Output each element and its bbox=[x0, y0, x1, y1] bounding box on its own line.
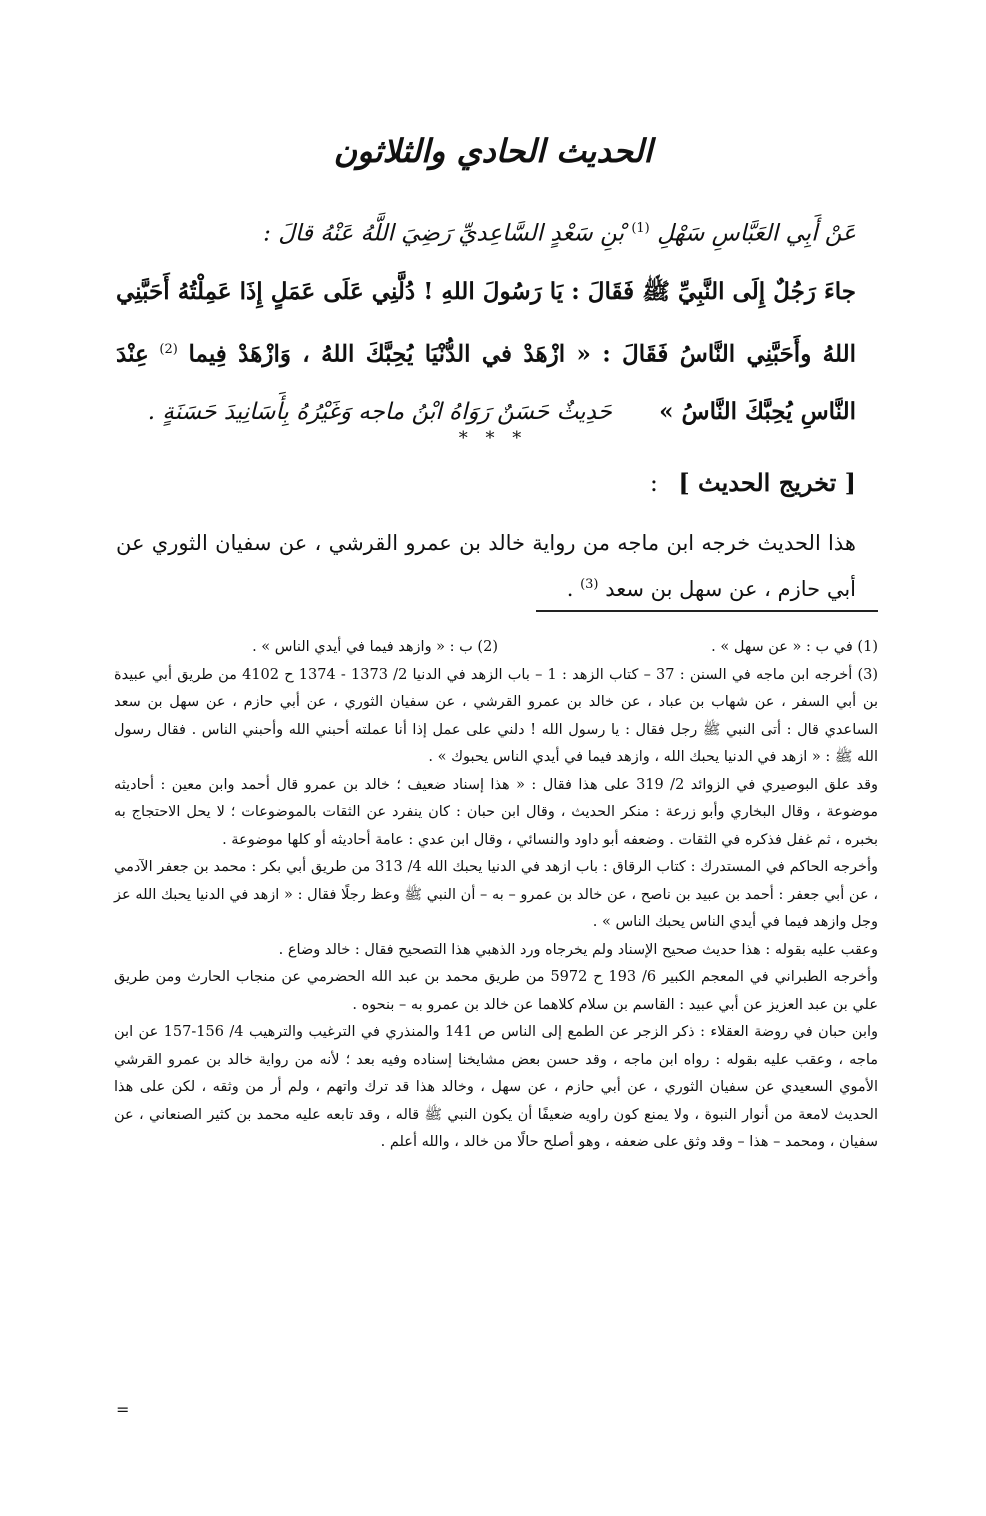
body-paragraph bbox=[116, 522, 856, 610]
footnotes bbox=[114, 634, 878, 1157]
footnote-3-paragraph: وابن حبان في روضة العقلاء : ذكر الزجر عن الطمع إلى الناس ص 141 والمنذري في الترغيب والترهيب 4/ 156-157 عن ابن ماجه ، وعقب عليه بقوله : رواه ابن ماجه ، وقد حسن بعض مشايخنا إسناده وفيه بعد ؛ لأنه من رواية خالد بن عمرو القرشي الأموي السعيدي عن سفيان الثوري ، عن أبي حازم ، عن سهل ، وخالد هذا قد ترك واتهم ، ولم أر من وثقه ، لكن على هذا الحديث لامعة من أنوار النبوة ، ولا يمنع كون راويه ضعيفًا أن يكون النبي ﷺ قاله ، وقد تابعه عليه محمد بن كثير الصنعاني ، عن سفيان ، ومحمد – هذا – وقد وثق على ضعفه ، وهو أصلح حالًا من خالد ، والله أعلم . bbox=[114, 1024, 879, 1150]
hadith-matn: جاءَ رَجُلٌ إِلَى النَّبِيِّ ﷺ فَقَالَ : يَا رَسُولَ اللهِ ! دُلَّنِي عَلَى عَمَلٍ إِذَا عَمِلْتُهُ أَحَبَّنِي اللهُ وأَحَبَّنِي النَّاسُ فَقَالَ : « ازْهَدْ في الدُّنْيَا يُحِبَّكَ اللهُ ، وَازْهَدْ فِيما bbox=[116, 277, 857, 368]
hadith-isnad: عَنْ أَبِي العَبَّاسِ سَهْلِ bbox=[657, 220, 856, 247]
hadith-matn-paragraph bbox=[116, 263, 856, 442]
section-divider: * * * bbox=[458, 428, 528, 449]
body-text bbox=[116, 522, 856, 610]
footnote-1: (1) في ب : « عن سهل » . bbox=[711, 639, 878, 655]
footnote-3-paragraph: وأخرجه الحاكم في المستدرك : كتاب الرقاق : باب ازهد في الدنيا يحبك الله 4/ 313 من طريق أبي بكر : محمد بن جعفر الآدمي ، عن أبي جعفر : أحمد بن عبيد بن ناصح ، عن خالد بن عمرو – به – أن النبي ﷺ وعظ رجلًا فقال : « ازهد في الدنيا يحبك الله عز وجل وازهد فيما في أيدي الناس يحبك الناس » . bbox=[114, 859, 879, 930]
hadith-paragraph bbox=[116, 200, 856, 263]
hadith-text bbox=[116, 200, 856, 441]
footnote-separator bbox=[536, 610, 878, 612]
hadith-grade: حَدِيثٌ حَسَنٌ رَوَاهُ ابْنُ ماجه وَغَيْرُهُ بِأَسَانِيدَ حَسَنَةٍ . bbox=[147, 399, 612, 426]
footnote-ref-1: (1) bbox=[631, 221, 650, 236]
footnote-3-paragraph: وعقب عليه بقوله : هذا حديث صحيح الإسناد ولم يخرجاه ورد الذهبي هذا التصحيح فقال : خالد وضاع . bbox=[278, 941, 878, 958]
page-title: الحديث الحادي والثلاثون bbox=[333, 132, 653, 170]
footnote-3-paragraph: وأخرجه الطبراني في المعجم الكبير 6/ 193 ح 5972 من طريق محمد بن عبد الله الحضرمي عن منجاب الحارث ومن طريق علي بن عبد العزيز عن أبي عبيد : القاسم بن سلام كلاهما عن خالد بن عمرو به – بنحوه . bbox=[114, 969, 879, 1013]
section-heading-colon: : bbox=[649, 469, 658, 497]
footnote-3-paragraph: وقد علق البوصيري في الزوائد 2/ 319 على هذا فقال : « هذا إسناد ضعيف ؛ خالد بن عمرو قال أحمد وابن معين : أحاديثه موضوعة ، وقال البخاري وأبو زرعة : منكر الحديث ، وقال ابن حبان : كان ينفرد عن الثقات بالموضوعات ؛ لا يحل الاحتجاج به بخبره ، ثم غفل فذكره في الثقات . وضعفه أبو داود والنسائي ، وقال ابن عدي : عامة أحاديثه أو كلها موضوعة . bbox=[114, 776, 878, 848]
hadith-isnad-rest: بْنِ سَعْدٍ السَّاعِديِّ رَضِيَ اللَّهُ عَنْهُ قالَ : bbox=[263, 220, 624, 247]
continuation-mark: = bbox=[116, 1400, 130, 1419]
body-sentence: هذا الحديث خرجه ابن ماجه من رواية خالد بن عمرو القرشي ، عن سفيان الثوري عن أبي حازم ، عن سهل بن سعد bbox=[116, 531, 856, 601]
section-heading bbox=[650, 468, 856, 497]
section-heading-label: [ تخريج الحديث ] bbox=[678, 468, 856, 497]
footnote-ref-3: (3) bbox=[580, 577, 599, 592]
hadith-matn-end: عِنْدَ النَّاسِ يُحِبَّكَ النَّاسُ » bbox=[116, 340, 856, 426]
footnote-ref-2: (2) bbox=[159, 341, 178, 357]
footnote-3-paragraph: (3) أخرجه ابن ماجه في السنن : 37 – كتاب الزهد : 1 – باب الزهد في الدنيا 2/ 1373 - 1374 ح 4102 من طريق أبي عبيدة بن أبي السفر ، عن شهاب بن عباد ، عن خالد بن عمرو القرشي ، عن سفيان الثوري ، عن أبي حازم ، عن سهل بن سعد الساعدي قال : أتى النبي ﷺ رجل فقال : يا رسول الله ! دلني على عمل إذا أنا عملته أحبني الله وأحبني الناس . فقال رسول الله ﷺ : « ازهد في الدنيا يحبك الله ، وازهد فيما في أيدي الناس يحبوك » . bbox=[114, 666, 879, 765]
footnote-2: (2) ب : « وازهد فيما في أيدي الناس » . bbox=[252, 639, 498, 655]
body-end: . bbox=[566, 577, 574, 601]
footnote-row-short bbox=[114, 634, 878, 662]
